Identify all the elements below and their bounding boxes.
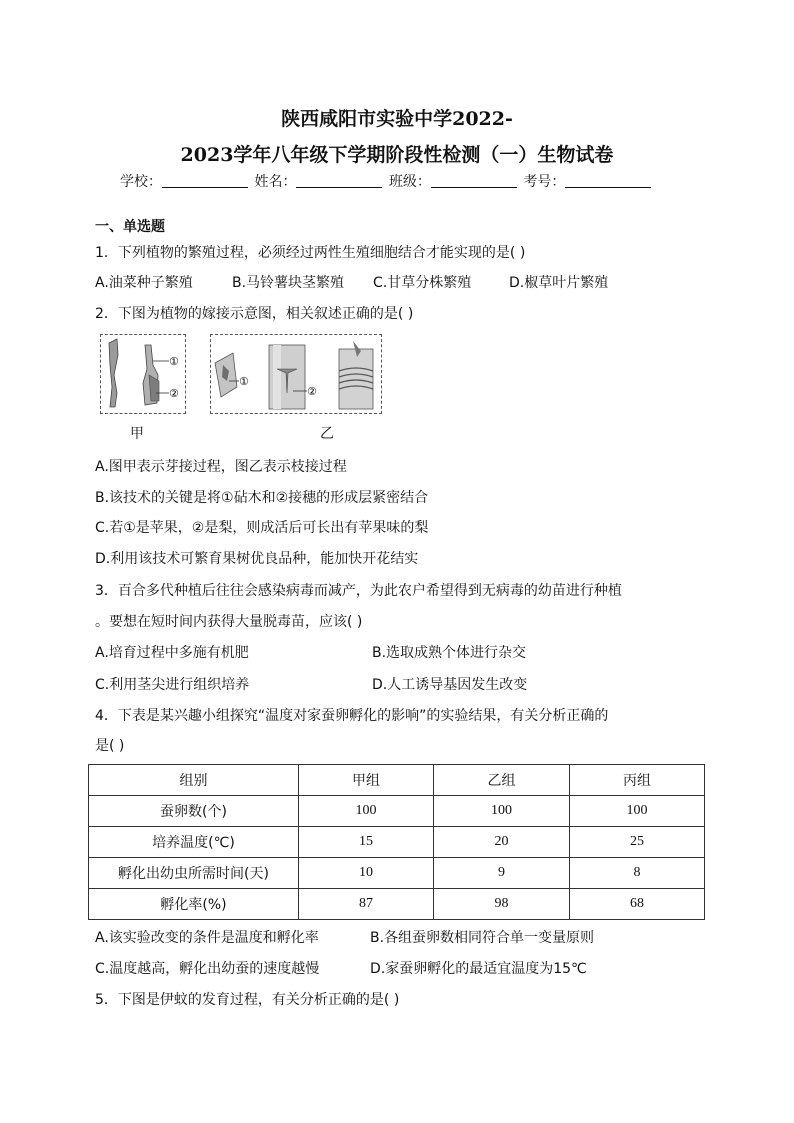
grafting-figure-b xyxy=(210,334,382,414)
row-label: 孵化率(%) xyxy=(89,889,299,920)
row-label: 培养温度(℃) xyxy=(89,827,299,858)
class-blank[interactable] xyxy=(431,173,517,188)
school-label: 学校： xyxy=(120,174,162,190)
question-1-stem: 1．下列植物的繁殖过程，必须经过两性生殖细胞结合才能实现的是( ) xyxy=(95,245,526,261)
figure-b-caption: 乙 xyxy=(320,426,334,442)
question-4-stem-line1: 4．下表是某兴趣小组探究“温度对家蚕卵孵化的影响”的实验结果，有关分析正确的 xyxy=(95,708,609,724)
question-2-option-d[interactable]: D.利用该技术可繁育果树优良品种，能加快开花结实 xyxy=(95,551,419,567)
figure-a-mark-1: ① xyxy=(169,355,179,368)
table-cell: 98 xyxy=(434,889,570,920)
question-4-option-a[interactable]: A.该实验改变的条件是温度和孵化率 xyxy=(95,930,319,946)
table-row xyxy=(89,796,705,827)
class-label: 班级： xyxy=(388,174,431,190)
table-cell: 100 xyxy=(299,796,434,827)
table-cell: 100 xyxy=(570,796,705,827)
question-3-stem-line2: 。要想在短时间内获得大量脱毒苗，应该( ) xyxy=(95,614,363,630)
table-row xyxy=(89,827,705,858)
question-2-option-a[interactable]: A.图甲表示芽接过程，图乙表示枝接过程 xyxy=(95,459,347,475)
row-label: 孵化出幼虫所需时间(天) xyxy=(89,858,299,889)
question-2-option-b[interactable]: B.该技术的关键是将①砧木和②接穗的形成层紧密结合 xyxy=(95,490,429,506)
hatching-results-table xyxy=(88,764,705,920)
row-label: 蚕卵数(个) xyxy=(89,796,299,827)
table-row xyxy=(89,889,705,920)
table-header-cell: 乙组 xyxy=(434,765,570,796)
figure-b-mark-1: ① xyxy=(239,375,249,388)
table-header-row xyxy=(89,765,705,796)
question-1-option-c[interactable]: C.甘草分株繁殖 xyxy=(373,275,472,291)
question-1-option-d[interactable]: D.椒草叶片繁殖 xyxy=(509,275,609,291)
question-2-stem: 2．下图为植物的嫁接示意图，相关叙述正确的是( ) xyxy=(95,306,414,322)
school-blank[interactable] xyxy=(162,173,248,188)
table-row xyxy=(89,858,705,889)
question-4-option-c[interactable]: C.温度越高，孵化出幼蚕的速度越慢 xyxy=(95,961,320,977)
question-4-stem-line2: 是( ) xyxy=(95,738,125,754)
table-cell: 9 xyxy=(434,858,570,889)
question-3-option-d[interactable]: D.人工诱导基因发生改变 xyxy=(372,677,528,693)
exam-number-label: 考号： xyxy=(523,174,566,190)
table-cell: 8 xyxy=(570,858,705,889)
exam-number-blank[interactable] xyxy=(565,173,651,188)
table-header-cell: 甲组 xyxy=(299,765,434,796)
question-1-option-b[interactable]: B.马铃薯块茎繁殖 xyxy=(232,275,345,291)
question-3-option-b[interactable]: B.选取成熟个体进行杂交 xyxy=(372,645,527,661)
question-3-stem-line1: 3．百合多代种植后往往会感染病毒而减产，为此农户希望得到无病毒的幼苗进行种植 xyxy=(95,583,622,599)
table-cell: 20 xyxy=(434,827,570,858)
question-1-option-a[interactable]: A.油菜种子繁殖 xyxy=(95,275,193,291)
question-2-option-c[interactable]: C.若①是苹果，②是梨，则成活后可长出有苹果味的梨 xyxy=(95,520,429,536)
table-header-cell: 丙组 xyxy=(570,765,705,796)
table-cell: 25 xyxy=(570,827,705,858)
question-3-option-a[interactable]: A.培育过程中多施有机肥 xyxy=(95,645,249,661)
table-cell: 10 xyxy=(299,858,434,889)
exam-title-line2: 2023学年八年级下学期阶段性检测（一）生物试卷 xyxy=(180,144,614,166)
table-header-cell: 组别 xyxy=(89,765,299,796)
figure-b-mark-2: ② xyxy=(307,385,317,398)
grafting-figure-a xyxy=(100,334,186,414)
student-info-row xyxy=(120,171,653,191)
grafting-figure-a-drawing xyxy=(101,335,185,413)
question-3-option-c[interactable]: C.利用茎尖进行组织培养 xyxy=(95,677,250,693)
exam-title-line1: 陕西咸阳市实验中学2022- xyxy=(281,108,513,130)
table-cell: 15 xyxy=(299,827,434,858)
figure-a-caption: 甲 xyxy=(130,426,144,442)
grafting-figure-b-drawing xyxy=(211,335,381,413)
name-blank[interactable] xyxy=(296,173,382,188)
name-label: 姓名： xyxy=(254,174,297,190)
question-4-option-d[interactable]: D.家蚕卵孵化的最适宜温度为15℃ xyxy=(370,961,587,977)
section-heading: 一、单选题 xyxy=(95,219,165,235)
question-5-stem: 5．下图是伊蚊的发育过程，有关分析正确的是( ) xyxy=(95,992,400,1008)
table-cell: 87 xyxy=(299,889,434,920)
table-cell: 68 xyxy=(570,889,705,920)
figure-a-mark-2: ② xyxy=(169,387,179,400)
table-cell: 100 xyxy=(434,796,570,827)
question-4-option-b[interactable]: B.各组蚕卵数相同符合单一变量原则 xyxy=(370,930,595,946)
